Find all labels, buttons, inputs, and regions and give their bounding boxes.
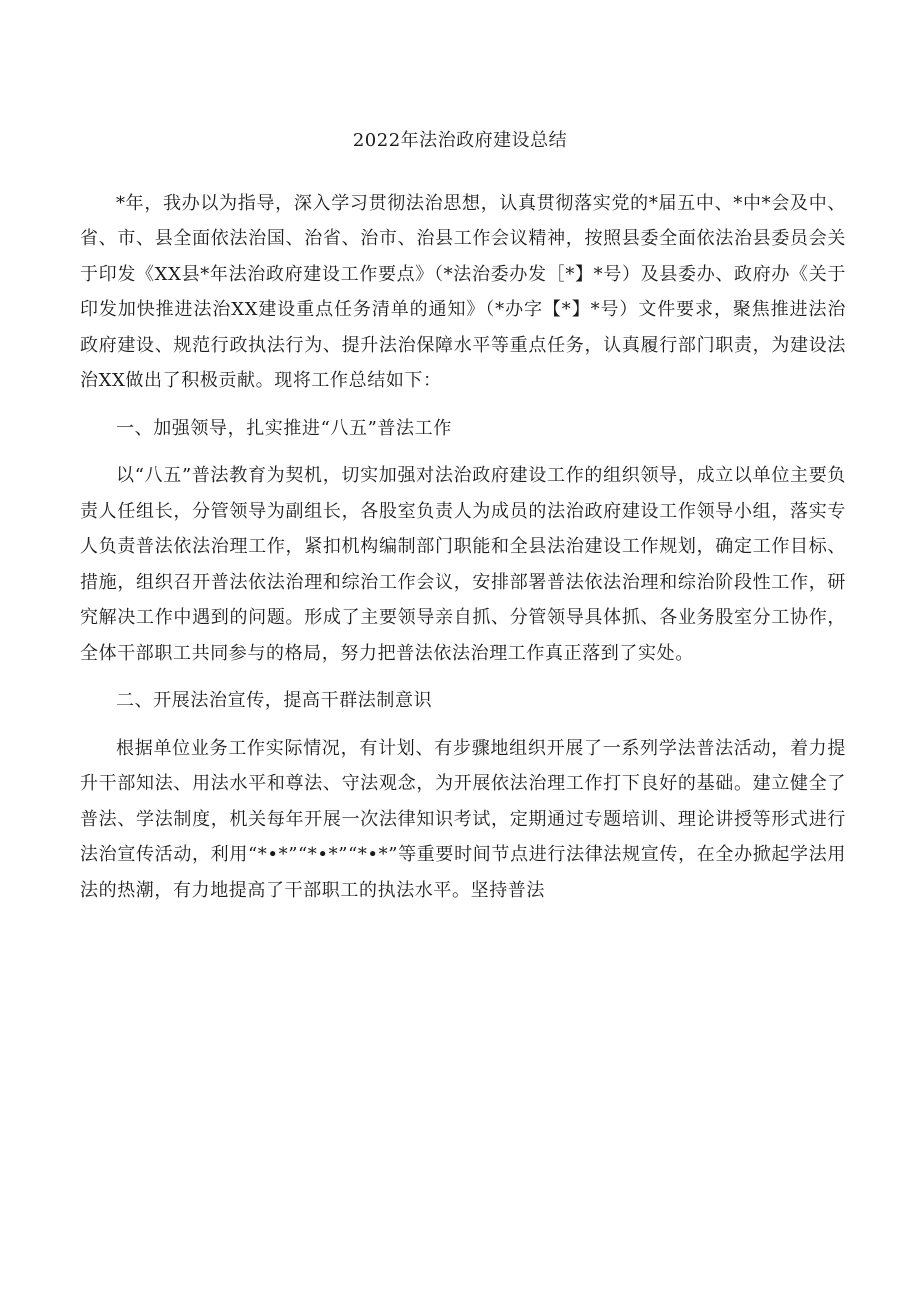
section-2-heading: 二、开展法治宣传，提高干群法制意识 xyxy=(116,690,433,711)
spacer xyxy=(80,150,846,186)
intro-paragraph: *年，我办以为指导，深入学习贯彻法治思想，认真贯彻落实党的*届五中、*中*会及中、省、市、县全面依法治国、治省、治市、治县工作会议精神，按照县委全面依法治县委员会关于印发《XX县*年法治政府建设工作要点》（*法治委办发［*】*号）及县委办、政府办《关于印发加快推进法治XX建设重点任务清单的通知》（*办字【*】*号）文件要求，聚焦推进法治政府建设、规范行政执法行为、提升法治保障水平等重点任务，认真履行部门职责，为建设法治XX做出了积极贡献。现将工作总结如下： xyxy=(80,192,846,391)
section-1-paragraph: 以“八五”普法教育为契机，切实加强对法治政府建设工作的组织领导，成立以单位主要负责人任组长，分管领导为副组长，各股室负责人为成员的法治政府建设工作领导小组，落实专人负责普法依法治理工作，紧扣机构编制部门职能和全县法治建设工作规划，确定工作目标、措施，组织召开普法依法治理和综治工作会议，安排部署普法依法治理和综治阶段性工作，研究解决工作中遇到的问题。形成了主要领导亲自抓、分管领导具体抓、各业务股室分工协作，全体干部职工共同参与的格局，努力把普法依法治理工作真正落到了实处。 xyxy=(80,465,846,664)
section-1-heading: 一、加强领导，扎实推进“八五”普法工作 xyxy=(116,417,452,439)
section-2-paragraph: 根据单位业务工作实际情况，有计划、有步骤地组织开展了一系列学法普法活动，着力提升干部知法、用法水平和尊法、守法观念，为开展依法治理工作打下良好的基础。建立健全了普法、学法制度，机关每年开展一次法律知识考试，定期通过专题培训、理论讲授等形式进行法治宣传活动，利用“*•*”“*•*”“*•*”等重要时间节点进行法律法规宣传，在全办掀起学法用法的热潮，有力地提高了干部职工的执法水平。坚持普法 xyxy=(80,737,846,901)
document-body xyxy=(80,150,846,908)
document-title: 2022年法治政府建设总结 xyxy=(352,130,568,151)
